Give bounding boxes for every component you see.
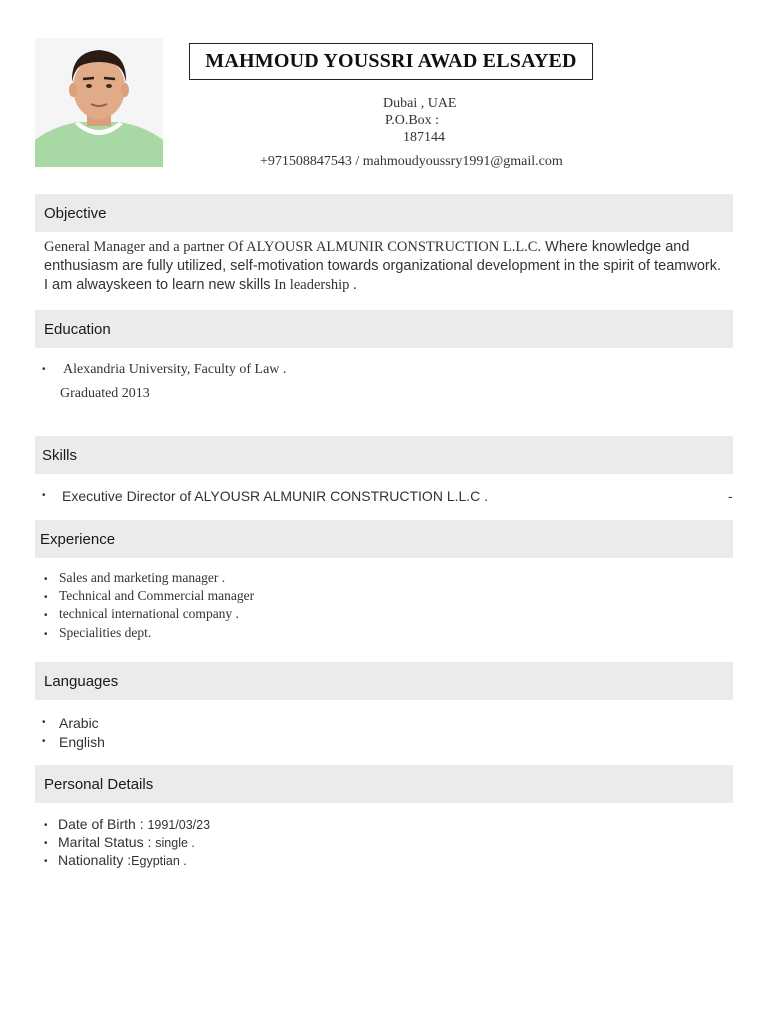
portrait-image	[35, 38, 163, 167]
address-city: Dubai , UAE	[383, 96, 457, 111]
contact-line: +971508847543 / mahmoudyoussry1991@gmail.com	[260, 154, 563, 169]
language-item: Arabic	[59, 715, 99, 731]
section-languages-header	[35, 662, 733, 700]
education-item: Alexandria University, Faculty of Law .	[63, 362, 287, 377]
bullet-icon: •	[44, 838, 48, 849]
bullet-icon: •	[44, 820, 48, 831]
objective-text-part2: Where knowledge and enthusiasm are fully utilized, self-motivation towards organizational development in the spirit of teamwork. I am alwayskeen to learn new skills	[44, 239, 721, 293]
section-title: Experience	[40, 530, 116, 548]
experience-item: Sales and marketing manager .	[59, 570, 226, 585]
nationality-value: Egyptian .	[131, 854, 187, 868]
bullet-icon: •	[42, 736, 46, 747]
bullet-icon: •	[44, 856, 48, 867]
education-graduated: Graduated 2013	[60, 386, 150, 401]
nationality-label: Nationality :	[58, 852, 132, 868]
section-education-header	[35, 310, 733, 348]
objective-text	[44, 238, 724, 295]
section-objective-header	[35, 194, 733, 232]
po-box-number: 187144	[403, 130, 445, 145]
name-title: MAHMOUD YOUSSRI AWAD ELSAYED	[189, 43, 593, 80]
bullet-icon: •	[42, 717, 46, 728]
bullet-icon: •	[42, 490, 46, 501]
section-title: Skills	[42, 446, 78, 464]
objective-text-part1: General Manager and a partner Of ALYOUSR ALMUNIR CONSTRUCTION L.L.C.	[44, 239, 542, 255]
section-title: Personal Details	[44, 775, 154, 793]
dob-value: 1991/03/23	[147, 818, 211, 832]
experience-item: Specialities dept.	[59, 625, 152, 640]
experience-item: Technical and Commercial manager	[59, 588, 255, 603]
skills-item: Executive Director of ALYOUSR ALMUNIR CONSTRUCTION L.L.C .	[62, 488, 489, 504]
po-box-label: P.O.Box :	[385, 113, 440, 128]
section-title: Education	[44, 320, 111, 338]
personal-nationality	[58, 852, 187, 868]
skills-trailing-mark: -	[728, 488, 733, 504]
section-experience-header	[35, 520, 733, 558]
bullet-icon: •	[44, 574, 48, 585]
bullet-icon: •	[44, 629, 48, 640]
experience-item: technical international company .	[59, 606, 239, 621]
language-item: English	[59, 734, 105, 750]
bullet-icon: •	[44, 610, 48, 621]
bullet-icon: •	[42, 364, 46, 375]
bullet-icon: •	[44, 592, 48, 603]
dob-label: Date of Birth :	[58, 816, 148, 832]
personal-marital	[58, 834, 195, 850]
section-skills-header	[35, 436, 733, 474]
personal-dob	[58, 816, 210, 832]
marital-label: Marital Status :	[58, 834, 156, 850]
section-title: Languages	[44, 672, 119, 690]
profile-photo	[35, 38, 163, 167]
objective-text-part3: In leadership .	[270, 277, 357, 293]
section-personal-header	[35, 765, 733, 803]
marital-value: single .	[155, 836, 195, 850]
section-title: Objective	[44, 204, 107, 222]
